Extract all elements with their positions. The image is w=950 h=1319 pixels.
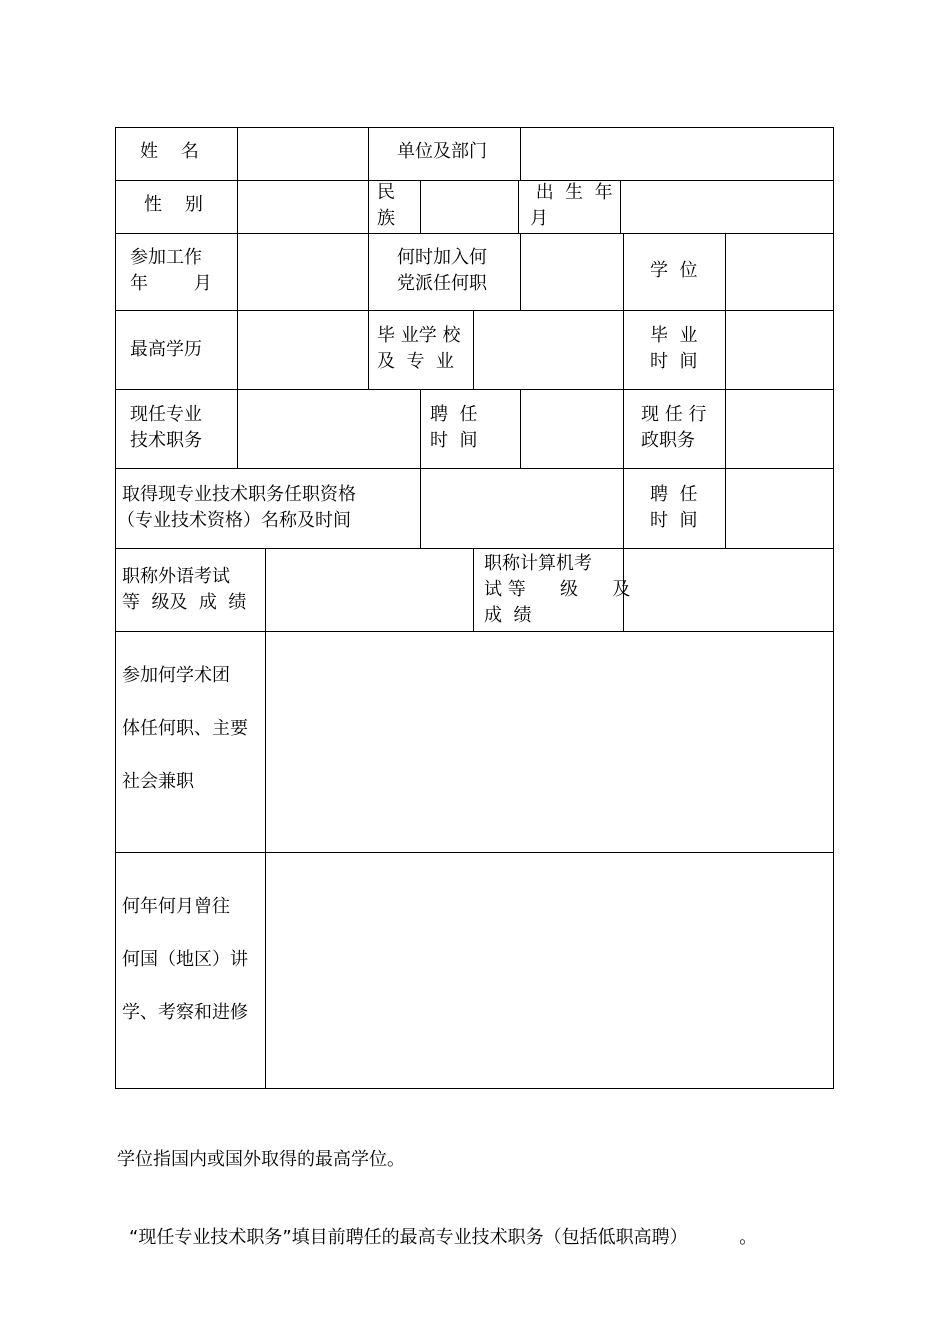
table-line [368,310,369,389]
label-gender: 性 别 [144,194,203,215]
field-abroad-value[interactable] [266,853,833,1088]
label-computer-line3: 成 绩 [484,605,532,626]
label-computer-line2: 试 等 级 及 [484,579,631,600]
label-admin-line2: 政职务 [641,430,695,451]
label-qualification-line1: 取得现专业技术职务任职资格 [122,484,356,505]
table-line [623,310,624,389]
field-computer-value[interactable] [624,549,833,631]
field-degree-value[interactable] [726,234,833,310]
table-line [518,180,519,233]
field-grad-time-value[interactable] [726,311,833,389]
label-qual-hire-line2: 时 间 [650,510,698,531]
table-line [473,548,474,631]
label-academic-line1: 参加何学术团 [122,665,230,686]
label-party-line2: 党派任何职 [397,273,487,294]
label-ethnicity-line2: 族 [377,208,395,229]
label-qual-hire-line1: 聘 任 [650,484,698,505]
field-hire-time-value[interactable] [521,390,623,468]
table-line [368,233,369,310]
table-line [115,127,116,1089]
label-hire-time-line1: 聘 任 [430,404,478,425]
label-work-start-line2: 年 月 [130,273,212,294]
field-academic-value[interactable] [266,632,833,852]
label-abroad-line1: 何年何月曾往 [122,896,230,917]
label-birth-line2: 月 [530,208,548,229]
label-unit-department: 单位及部门 [397,141,487,162]
label-language-line1: 职称外语考试 [122,566,230,587]
label-grad-time-line1: 毕 业 [650,325,698,346]
field-ethnicity-value[interactable] [421,181,518,233]
label-education: 最高学历 [130,339,202,360]
field-title-value[interactable] [238,390,420,468]
label-hire-time-line2: 时 间 [430,430,478,451]
table-line [368,127,369,180]
table-line [623,468,624,548]
label-grad-time-line2: 时 间 [650,351,698,372]
footnote-title: “现任专业技术职务”填目前聘任的最高专业技术职务（包括低职高聘） 。 [129,1227,758,1248]
field-admin-value[interactable] [726,390,833,468]
label-admin-line1: 现 任 行 [641,404,707,425]
label-title-line2: 技术职务 [130,430,202,451]
table-line [420,389,421,468]
label-ethnicity-line1: 民 [377,182,395,203]
field-qualification-value[interactable] [421,469,623,548]
field-education-value[interactable] [238,311,368,389]
field-name-value[interactable] [238,128,368,180]
label-abroad-line2: 何国（地区）讲 [122,949,248,970]
field-unit-value[interactable] [521,128,833,180]
table-line [623,233,624,310]
label-qualification-line2: （专业技术资格）名称及时间 [117,510,351,531]
label-academic-line2: 体任何职、主要 [122,718,248,739]
label-abroad-line3: 学、考察和进修 [122,1002,248,1023]
label-name: 姓 名 [140,141,199,162]
field-party-value[interactable] [521,234,623,310]
label-academic-line3: 社会兼职 [122,771,194,792]
label-language-line2: 等 级及 成 绩 [122,592,247,613]
label-computer-line1: 职称计算机考 [484,553,592,574]
label-school-line2: 及 专 业 [377,351,454,372]
table-line [115,1088,834,1089]
footnotes [117,1095,757,1303]
label-work-start-line1: 参加工作 [130,247,202,268]
table-line [368,180,369,233]
field-school-value[interactable] [474,311,623,389]
field-work-start-value[interactable] [238,234,368,310]
field-qual-hire-value[interactable] [726,469,833,548]
field-gender-value[interactable] [238,181,368,233]
label-degree: 学 位 [650,260,698,281]
label-party-line1: 何时加入何 [397,247,487,268]
field-birth-value[interactable] [621,181,833,233]
label-school-line1: 毕 业学 校 [377,325,461,346]
table-line [623,389,624,468]
label-title-line1: 现任专业 [130,404,202,425]
label-birth-line1: 出 生 年 [530,182,613,203]
footnote-degree: 学位指国内或国外取得的最高学位。 [117,1149,405,1170]
field-language-value[interactable] [266,549,473,631]
table-line [833,127,834,1089]
